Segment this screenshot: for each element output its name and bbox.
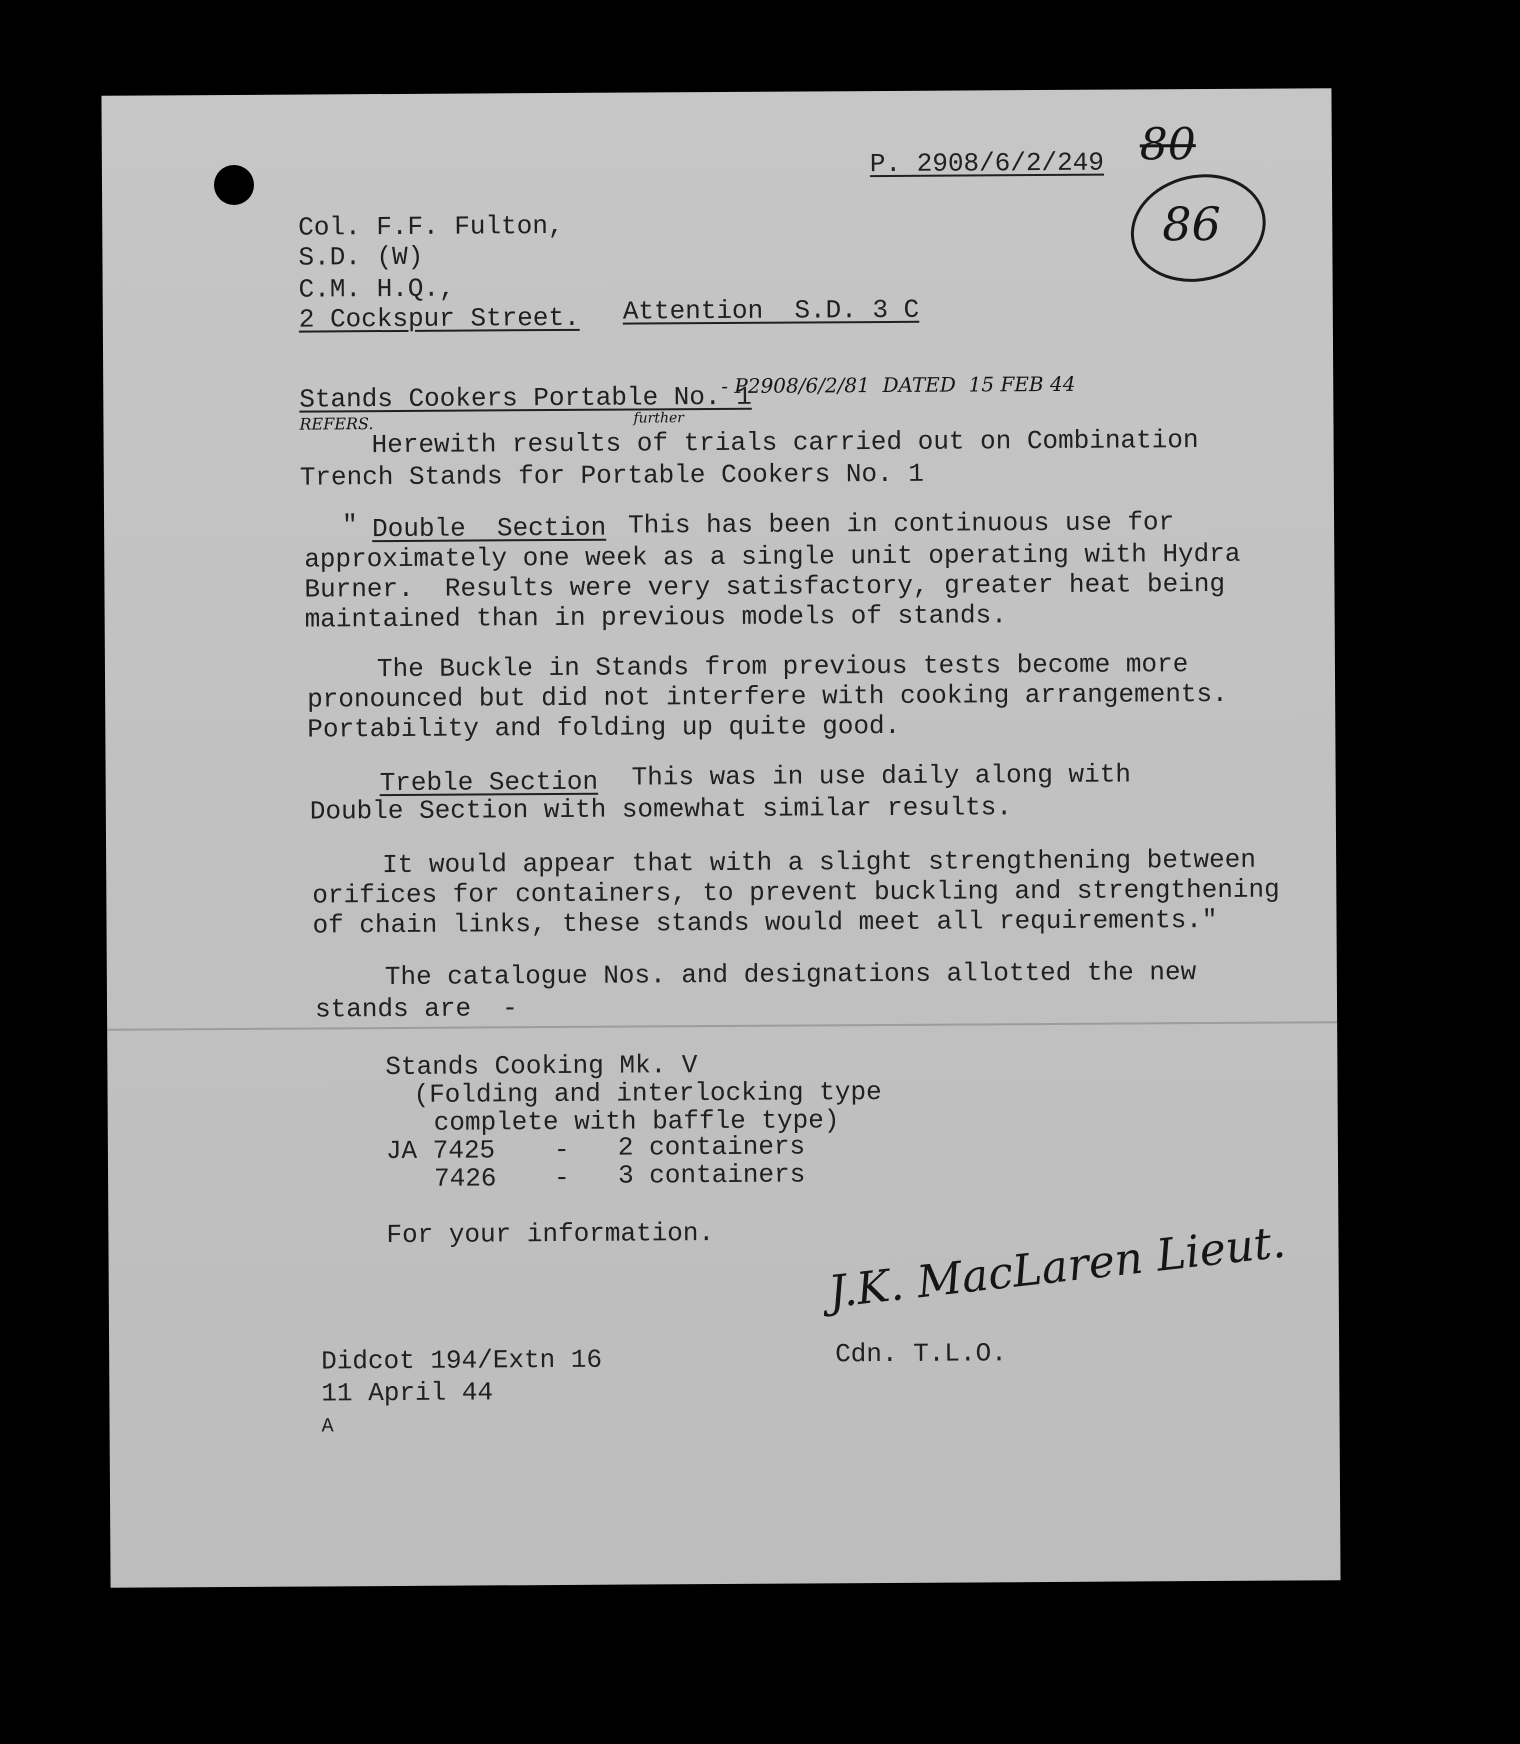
address-line-1: Col. F.F. Fulton, <box>298 210 564 243</box>
address-line-2: S.D. (W) <box>298 241 424 273</box>
catalogue-desc-line-1: (Folding and interlocking type <box>413 1077 882 1110</box>
reference-number: P. 2908/6/2/249 <box>869 147 1105 180</box>
fold-line <box>107 1021 1337 1031</box>
catalogue-row-2-description: 3 containers <box>617 1159 806 1191</box>
treble-section-heading: Treble Section <box>379 766 599 799</box>
body-p2-line-3: Burner. Results were very satisfactory, greater heat being <box>304 568 1226 605</box>
body-p2-line-1: This has been in continuous use for <box>627 507 1175 541</box>
double-section-heading: Double Section <box>372 512 607 545</box>
body-p3-line-3: Portability and folding up quite good. <box>307 710 901 745</box>
punch-hole <box>214 165 254 205</box>
body-p5-line-3: of chain links, these stands would meet all requirements." <box>312 904 1218 941</box>
document-page <box>101 88 1340 1587</box>
body-p4-line-2: Double Section with somewhat similar results. <box>309 792 1013 827</box>
handwritten-reference: - P2908/6/2/81 DATED 15 FEB 44 <box>721 371 1076 398</box>
body-p5-line-1: It would appear that with a slight strengthening between <box>382 844 1256 881</box>
catalogue-desc-line-2: complete with baffle type) <box>433 1105 840 1138</box>
catalogue-row-2-number: 7426 <box>433 1163 497 1194</box>
catalogue-row-2-dash: - <box>553 1162 570 1194</box>
attention-line: Attention S.D. 3 C <box>622 294 920 327</box>
address-line-4: 2 Cockspur Street. <box>298 302 580 335</box>
catalogue-row-1-description: 2 containers <box>617 1131 806 1163</box>
letter-date: 11 April 44 <box>321 1377 494 1409</box>
folio-number-circled: 86 <box>1162 196 1221 252</box>
address-line-3: C.M. H.Q., <box>298 273 455 305</box>
catalogue-row-1-dash: - <box>553 1134 570 1166</box>
signature: J.K. MacLaren Lieut. <box>825 1216 1288 1319</box>
quote-mark: " <box>341 510 358 541</box>
handwritten-refers: REFERS. <box>299 414 374 434</box>
body-p1-line-1: Herewith results of trials carried out on Combination <box>371 425 1199 461</box>
catalogue-row-1-number: JA 7425 <box>385 1135 496 1167</box>
folio-number-crossed: 80 <box>1139 119 1196 171</box>
closing-fyi: For your information. <box>386 1218 715 1251</box>
handwritten-insertion: further <box>633 410 684 427</box>
catalogue-item-title: Stands Cooking Mk. V <box>385 1050 698 1083</box>
subject-title: Stands Cookers Portable No. 1 <box>299 381 752 415</box>
body-p3-line-2: pronounced but did not interfere with cooking arrangements. <box>307 678 1228 715</box>
telephone-extension: Didcot 194/Extn 16 <box>321 1344 603 1377</box>
signatory-title: Cdn. T.L.O. <box>835 1338 1007 1370</box>
body-p2-line-2: approximately one week as a single unit operating with Hydra <box>304 538 1241 575</box>
body-p2-line-4: maintained than in previous models of stands. <box>304 600 1007 635</box>
body-p6-line-1: The catalogue Nos. and designations allotted the new <box>384 957 1197 993</box>
body-p3-line-1: The Buckle in Stands from previous tests become more <box>376 649 1189 685</box>
body-p4-line-1: This was in use daily along with <box>631 759 1131 793</box>
body-p1-line-2: Trench Stands for Portable Cookers No. 1 <box>299 458 924 493</box>
typist-initial: A <box>321 1415 334 1439</box>
body-p6-line-2: stands are - <box>314 993 518 1025</box>
body-p5-line-2: orifices for containers, to prevent buckling and strengthening <box>312 874 1280 911</box>
